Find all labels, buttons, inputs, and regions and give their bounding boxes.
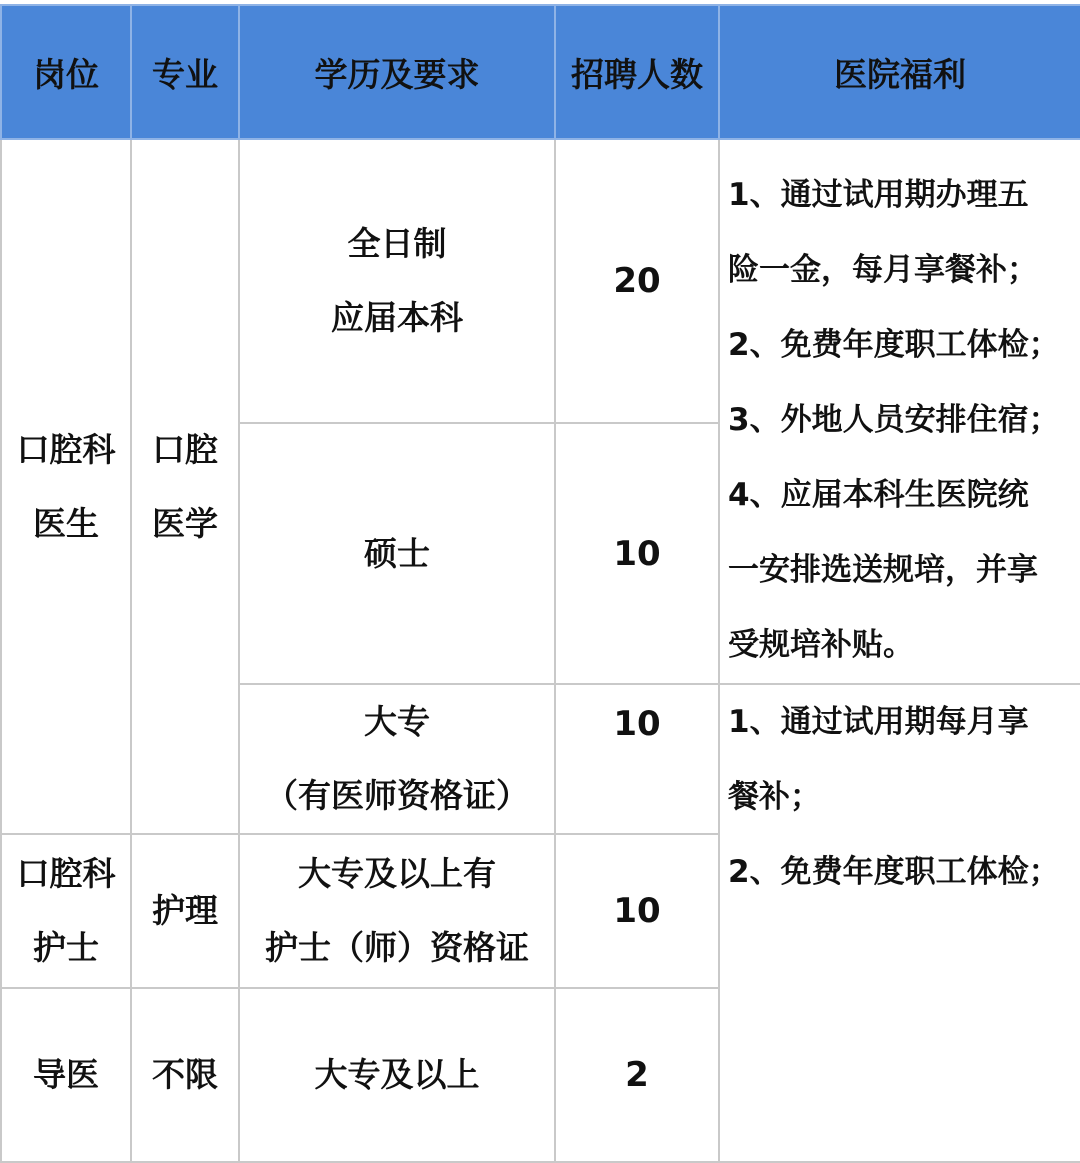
education-line: 大专 [364, 702, 430, 741]
header-row [1, 5, 1080, 139]
recruitment-table-container [0, 4, 1080, 1144]
headcount-cell: 10 [555, 684, 719, 834]
education-cell [239, 423, 555, 684]
education-cell [239, 684, 555, 834]
major-cell-nursing: 护理 [131, 834, 239, 988]
major-line: 医学 [152, 503, 218, 543]
benefit-line: 3、外地人员安排住宿； [728, 402, 1060, 438]
headcount-cell: 20 [555, 139, 719, 423]
header-major: 专业 [131, 5, 239, 139]
position-line: 医生 [33, 503, 99, 543]
major-cell-stomatology [131, 139, 239, 834]
education-line: 硕士 [364, 533, 430, 573]
education-cell [239, 834, 555, 988]
benefit-line: 1、通过试用期办理五 [728, 177, 1029, 213]
table-row [1, 139, 1080, 423]
benefit-line: 一安排选送规培，并享 [728, 552, 1038, 588]
education-line: 应届本科 [331, 298, 463, 338]
benefit-line: 2、免费年度职工体检； [728, 327, 1060, 363]
headcount-cell: 2 [555, 988, 719, 1162]
education-cell [239, 139, 555, 423]
major-cell-any: 不限 [131, 988, 239, 1162]
education-line: （有医师资格证） [265, 776, 529, 815]
header-headcount: 招聘人数 [555, 5, 719, 139]
education-cell: 大专及以上 [239, 988, 555, 1162]
education-line: 护士（师）资格证 [265, 928, 529, 967]
position-cell-guide: 导医 [1, 988, 131, 1162]
benefit-line: 餐补； [728, 779, 821, 815]
major-line: 口腔 [152, 429, 218, 469]
position-line: 口腔科 [16, 429, 116, 469]
benefit-line: 4、应届本科生医院统 [728, 477, 1029, 513]
headcount-cell: 10 [555, 423, 719, 684]
benefit-line: 1、通过试用期每月享 [728, 704, 1029, 740]
education-line: 大专及以上有 [298, 854, 496, 893]
position-cell-nurse [1, 834, 131, 988]
position-cell-dentist [1, 139, 131, 834]
position-line: 护士 [33, 928, 99, 967]
header-education: 学历及要求 [239, 5, 555, 139]
recruitment-table [0, 4, 1080, 1163]
header-benefits: 医院福利 [719, 5, 1080, 139]
position-line: 口腔科 [16, 854, 116, 893]
benefits-cell-b [719, 684, 1080, 1162]
benefit-line: 受规培补贴。 [728, 627, 914, 663]
headcount-cell: 10 [555, 834, 719, 988]
header-position: 岗位 [1, 5, 131, 139]
benefit-line: 险一金，每月享餐补； [728, 252, 1038, 288]
benefits-cell-a [719, 139, 1080, 684]
education-line: 全日制 [347, 224, 447, 264]
benefit-line: 2、免费年度职工体检； [728, 854, 1060, 890]
